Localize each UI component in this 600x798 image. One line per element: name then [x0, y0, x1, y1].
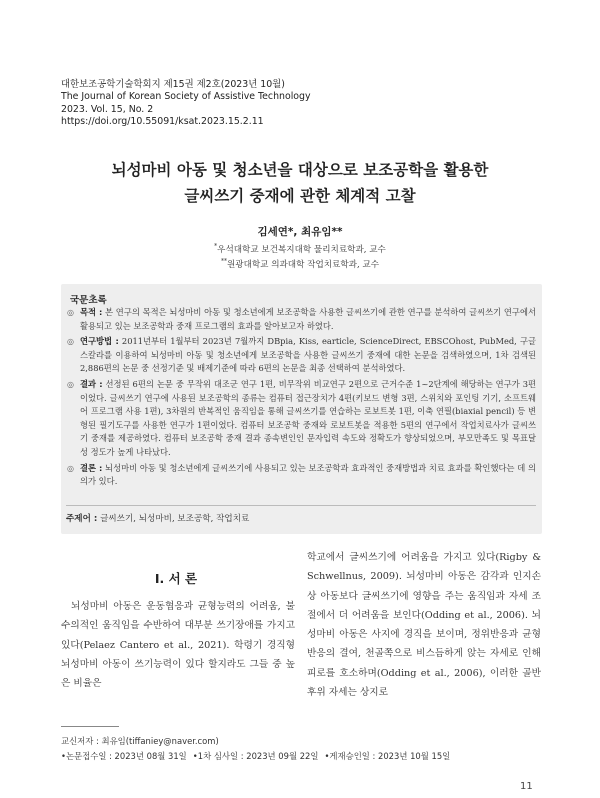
- keywords: 주제어 : 글씨쓰기, 뇌성마비, 보조공학, 작업치료: [66, 514, 250, 524]
- abstract-conclusion: ◎ 결론 : 뇌성마비 아동 및 청소년에게 글씨쓰기에 사용되고 있는 보조공학과 효과적인 중재방법과 치료 효과를 확인했다는 데 의의가 있다.: [67, 462, 536, 487]
- bullet-icon: ◎: [67, 463, 74, 473]
- received-date: : 2023년 08월 31일: [106, 751, 187, 761]
- bullet-icon: •: [324, 751, 330, 761]
- accepted-date: : 2023년 10월 15일: [369, 751, 451, 761]
- journal-doi[interactable]: https://doi.org/10.55091/ksat.2023.15.2.11: [61, 116, 264, 128]
- abstract-list: [66, 306, 536, 491]
- journal-korean-title: 대한보조공학기술학회지 제15권 제2호(2023년 10월): [61, 79, 285, 90]
- paper-authors: 김세연*, 최유임**: [257, 226, 343, 238]
- journal-info: [61, 79, 311, 129]
- abstract-heading: 국문초록: [70, 295, 107, 306]
- abstract-methods: ◎ 연구방법 : 2011년부터 1월부터 2023년 7월까지 DBpia, Kiss, earticle, ScienceDirect, EBSCOhost, PubMed, 구글 스칼라를 이용하여 뇌성마비 아동 및 청소년에게 보조공학을 사용한 글씨쓰기 중재에 대한 논문을 검색하였으며, 1차 검색된 2,886편의 논문 중 선정기준 및 배제기준에 따라 6편의 논문을 최종 선택하여 분석하였다.: [67, 336, 536, 374]
- abstract-results: ◎ 결과 : 선정된 6편의 논문 중 무작위 대조군 연구 1편, 비무작위 비교연구 2편으로 근거수준 1~2단계에 해당하는 연구가 3편이었다. 글씨쓰기 연구에 사용된 보조공학의 종류는 컴퓨터 접근장치가 4편(키보드 변형 3편, 스위치와 포인팅 기기, 소프트웨어 프로그램 사용 1편), 3차원의 반복적인 움직임을 통해 글씨쓰기를 연습하는 로보트봇 1편, 이축 연필(biaxial pencil) 등 변형된 필기도구를 사용한 연구가 1편이었다. 컴퓨터 보조공학 중재와 로보트봇을 적용한 5편의 연구에서 작업치료사가 글씨쓰기 중재를 제공하였다. 컴퓨터 보조공학 중재 결과 종속변인인 문자입력 속도와 정확도가 향상되었으며, 부모만족도 및 목표달성 정도가 높게 나타났다.: [67, 378, 536, 457]
- affiliations: [0, 241, 600, 271]
- review-label: 1차 심사일: [197, 751, 239, 761]
- accepted-label: 게재승인일: [329, 751, 370, 761]
- body-left-column: 뇌성마비 아동은 운동협응과 균형능력의 어려움, 불수의적인 움직임을 수반하여 대부분 쓰기장애를 가지고 있다(Pelaez Cantero et al., 2021). 학령기 경직형 뇌성마비 아동이 쓰기능력이 있다 할지라도 그들 중 높은 비율은: [61, 601, 295, 690]
- abstract-purpose: ◎ 목적 : 본 연구의 목적은 뇌성마비 아동 및 청소년에게 보조공학을 사용한 글씨쓰기에 관한 연구를 분석하여 글씨쓰기 연구에서 활용되고 있는 보조공학과 중재 프로그램의 효과를 알아보고자 하였다.: [67, 307, 536, 331]
- paper-title-line1: 뇌성마비 아동 및 청소년을 대상으로 보조공학을 활용한: [111, 161, 489, 179]
- journal-volume: 2023. Vol. 15, No. 2: [61, 103, 154, 115]
- bullet-icon: •: [61, 751, 66, 761]
- bullet-icon: ◎: [67, 379, 74, 389]
- paper-title-line2: 글씨쓰기 중재에 관한 체계적 고찰: [184, 187, 416, 205]
- bullet-icon: •: [192, 751, 198, 761]
- body-right-column: 학교에서 글씨쓰기에 어려움을 가지고 있다(Rigby & Schwellnus, 2009). 뇌성마비 아동은 감각과 인지손상 아동보다 글씨쓰기에 영향을 주는 움직임과 자세 조절에서 더 어려움을 보인다(Odding et al., 2006). 뇌성마비 아동은 사지에 경직을 보이며, 정위반응과 균형반응의 결여, 천골쪽으로 비스듬하게 앉는 자세로 인해 피로를 호소하며(Odding et al., 2006), 이러한 골반 후위 자세는 상지로: [307, 552, 541, 699]
- keywords-divider: [66, 505, 536, 506]
- page-number: 11: [520, 781, 533, 792]
- bullet-icon: ◎: [67, 308, 74, 317]
- section-heading-introduction: Ⅰ. 서 론: [154, 571, 198, 586]
- paper-title: [0, 157, 600, 209]
- submission-dates: [61, 750, 450, 762]
- bullet-icon: ◎: [67, 337, 74, 347]
- corresponding-author: 교신저자 : 최유임(tiffaniey@naver.com): [61, 736, 219, 746]
- footnote-divider: [61, 726, 119, 727]
- received-label: 논문접수일: [65, 751, 107, 761]
- affiliation-1: *우석대학교 보건복지대학 물리치료학과, 교수: [214, 243, 386, 255]
- review-date: : 2023년 09월 22일: [238, 751, 319, 761]
- journal-english-title: The Journal of Korean Society of Assistive Technology: [61, 91, 311, 103]
- affiliation-2: **원광대학교 의과대학 작업치료학과, 교수: [220, 257, 380, 270]
